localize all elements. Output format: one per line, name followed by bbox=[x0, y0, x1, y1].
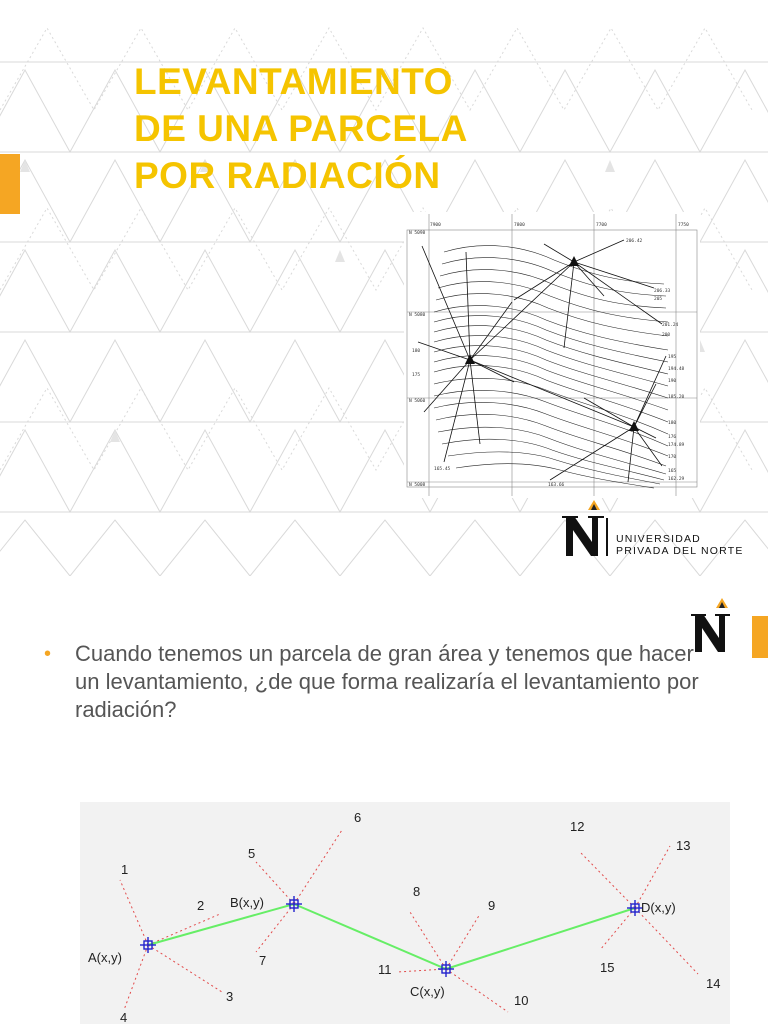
svg-text:180: 180 bbox=[412, 349, 421, 354]
point-label: 2 bbox=[197, 898, 205, 913]
svg-text:165: 165 bbox=[668, 469, 677, 474]
svg-text:194.48: 194.48 bbox=[668, 367, 685, 372]
diagram-background bbox=[80, 802, 730, 1024]
bullet-text: Cuando tenemos un parcela de gran área y tenemos que hacer un levantamiento, ¿de que forma realizaría el levantamiento por radiación? bbox=[75, 641, 699, 722]
svg-text:201.24: 201.24 bbox=[662, 323, 679, 328]
title-line-1: LEVANTAMIENTO bbox=[134, 61, 453, 102]
university-name bbox=[616, 533, 744, 557]
station-d-label: D(x,y) bbox=[641, 900, 676, 915]
svg-text:N 5098: N 5098 bbox=[409, 231, 426, 236]
bullet-item bbox=[44, 640, 704, 724]
svg-text:175: 175 bbox=[412, 373, 421, 378]
point-label: 4 bbox=[120, 1010, 128, 1024]
svg-text:205: 205 bbox=[654, 297, 663, 302]
svg-text:206.42: 206.42 bbox=[626, 239, 643, 244]
point-label: 7 bbox=[259, 953, 267, 968]
radiation-survey-diagram bbox=[80, 802, 730, 1024]
svg-text:7750: 7750 bbox=[678, 223, 689, 228]
accent-bar bbox=[752, 616, 768, 658]
accent-bar bbox=[0, 154, 20, 214]
svg-text:176: 176 bbox=[668, 435, 677, 440]
point-label: 14 bbox=[706, 976, 721, 991]
svg-text:7700: 7700 bbox=[596, 223, 607, 228]
point-label: 9 bbox=[488, 898, 496, 913]
svg-text:163.66: 163.66 bbox=[548, 483, 565, 488]
point-label: 1 bbox=[121, 862, 129, 877]
slide-title bbox=[134, 58, 468, 199]
topographic-map-image bbox=[404, 212, 700, 498]
point-label: 6 bbox=[354, 810, 362, 825]
svg-text:170: 170 bbox=[668, 455, 677, 460]
svg-text:N 5008: N 5008 bbox=[409, 483, 426, 488]
svg-text:174.89: 174.89 bbox=[668, 443, 685, 448]
svg-text:162.29: 162.29 bbox=[668, 477, 685, 482]
svg-text:165.45: 165.45 bbox=[434, 467, 451, 472]
bullet-dot-icon: • bbox=[44, 643, 52, 665]
station-b-label: B(x,y) bbox=[230, 895, 264, 910]
svg-text:N 5080: N 5080 bbox=[409, 313, 426, 318]
svg-text:206.33: 206.33 bbox=[654, 289, 671, 294]
point-label: 13 bbox=[676, 838, 691, 853]
svg-text:N 5060: N 5060 bbox=[409, 399, 426, 404]
station-c-label: C(x,y) bbox=[410, 984, 445, 999]
bullet-list bbox=[44, 640, 704, 724]
point-label: 5 bbox=[248, 846, 256, 861]
title-line-2: DE UNA PARCELA bbox=[134, 108, 468, 149]
content-slide bbox=[0, 576, 768, 1024]
svg-text:200: 200 bbox=[662, 333, 671, 338]
point-label: 3 bbox=[226, 989, 234, 1004]
point-label: 10 bbox=[514, 993, 529, 1008]
svg-text:195: 195 bbox=[668, 355, 677, 360]
svg-text:180: 180 bbox=[668, 421, 677, 426]
point-label: 8 bbox=[413, 884, 421, 899]
station-a-label: A(x,y) bbox=[88, 950, 122, 965]
university-name-line-2: PRIVADA DEL NORTE bbox=[616, 545, 744, 557]
svg-text:7900: 7900 bbox=[430, 223, 441, 228]
point-label: 15 bbox=[600, 960, 615, 975]
point-label: 11 bbox=[378, 962, 392, 977]
svg-text:7800: 7800 bbox=[514, 223, 525, 228]
svg-text:190: 190 bbox=[668, 379, 677, 384]
point-label: 12 bbox=[570, 819, 585, 834]
svg-text:185.20: 185.20 bbox=[668, 395, 685, 400]
university-name-line-1: UNIVERSIDAD bbox=[616, 533, 701, 545]
upn-logo-icon bbox=[560, 500, 612, 558]
title-line-3: POR RADIACIÓN bbox=[134, 155, 441, 196]
